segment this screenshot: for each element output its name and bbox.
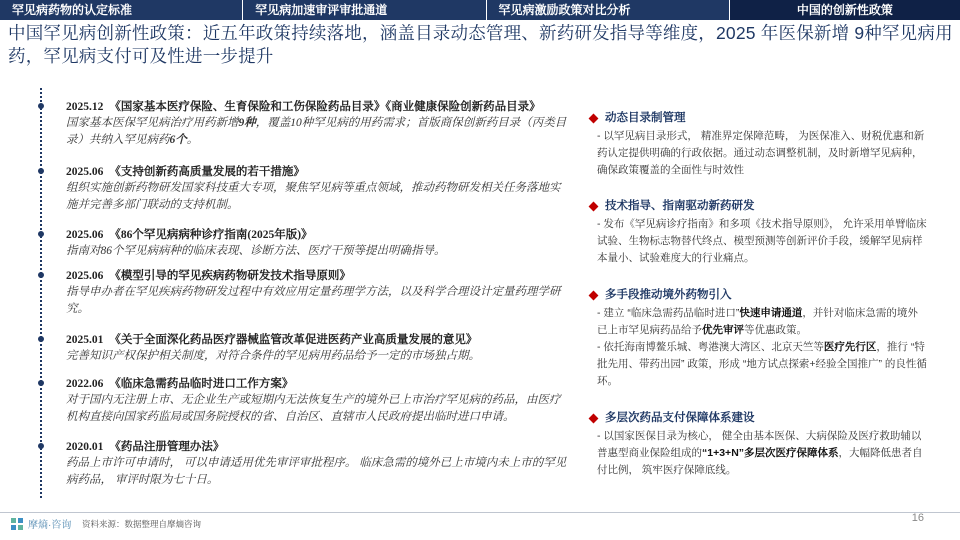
timeline-title: 《支持创新药高质量发展的若干措施》 — [109, 166, 305, 178]
timeline-date: 2022.06 — [66, 378, 104, 390]
timeline-date: 2020.01 — [66, 441, 104, 453]
timeline-dot — [38, 231, 44, 237]
red-diamond-icon — [589, 290, 599, 300]
section-body: - 以国家医保目录为核心， 健全由基本医保、大病保险及医疗救助辅以普惠型商业保险组成的“1+3+N”多层次医疗保障体系，大幅降低患者自付比例， 筑牢医疗保障底线。 — [597, 430, 923, 476]
timeline-title: 《模型引导的罕见疾病药物研发技术指导原则》 — [109, 270, 351, 282]
policy-section — [588, 110, 928, 179]
section-heading: 多手段推动境外药物引入 — [588, 287, 928, 303]
policy-section — [588, 198, 928, 267]
timeline-date: 2025.06 — [66, 229, 104, 241]
timeline-entry — [66, 333, 568, 365]
timeline-dot — [38, 103, 44, 109]
timeline-heading — [66, 269, 568, 284]
timeline-heading — [66, 228, 568, 243]
tab-china-innovative-policy[interactable]: 中国的创新性政策 — [730, 0, 960, 20]
policy-section — [588, 410, 928, 479]
timeline-date: 2025.12 — [66, 101, 104, 113]
timeline-heading — [66, 377, 568, 392]
timeline-date: 2025.06 — [66, 166, 104, 178]
timeline-title: 《关于全面深化药品医疗器械监管改革促进医药产业高质量发展的意见》 — [109, 334, 478, 346]
page-number: 16 — [911, 512, 924, 524]
tab-incentive-comparison[interactable]: 罕见病激励政策对比分析 — [487, 0, 730, 20]
timeline-heading — [66, 165, 568, 180]
timeline-entry — [66, 377, 568, 426]
timeline-heading — [66, 333, 568, 348]
policy-section — [588, 287, 928, 390]
tab-bar — [0, 0, 960, 20]
section-heading: 技术指导、指南驱动新药研发 — [588, 198, 928, 214]
timeline-axis — [40, 88, 42, 498]
timeline-dot — [38, 336, 44, 342]
timeline-entry — [66, 440, 568, 489]
red-diamond-icon — [589, 201, 599, 211]
timeline-dot — [38, 272, 44, 278]
timeline-dot — [38, 168, 44, 174]
page-title: 中国罕见病创新性政策：近五年政策持续落地，涵盖目录动态管理、新药研发指导等维度，2025 年医保新增 9种罕见病用药，罕见病支付可及性进一步提升 — [8, 23, 953, 66]
timeline-title: 《药品注册管理办法》 — [109, 441, 225, 453]
red-diamond-icon — [589, 113, 599, 123]
timeline-heading — [66, 440, 568, 455]
timeline-body: 指南对86个罕见病病种的临床表现、诊断方法、医疗干预等提出明确指导。 — [66, 245, 446, 257]
timeline-body: 指导申办者在罕见疾病药物研发过程中有效应用定量药理学方法，以及科学合理设计定量药理学研究。 — [66, 286, 561, 315]
timeline-entry — [66, 269, 568, 318]
timeline-body: 药品上市许可申请时， 可以申请适用优先审评审批程序。 临床急需的境外已上市境内未上市的罕见病药品， 审评时限为七十日。 — [66, 457, 567, 486]
timeline-body: 完善知识产权保护相关制度，对符合条件的罕见病用药品给予一定的市场独占期。 — [66, 350, 480, 362]
footer-divider — [0, 512, 960, 513]
section-body: - 依托海南博鳌乐城、粤港澳大湾区、北京天竺等医疗先行区，推行 “特批先用、带药出园” 政策，形成 “地方试点探索+经验全国推广” 的良性循环。 — [597, 341, 927, 387]
tab-accelerated-review[interactable]: 罕见病加速审评审批通道 — [243, 0, 486, 20]
timeline-title: 《86个罕见病病种诊疗指南(2025年版)》 — [109, 229, 313, 241]
timeline-heading — [66, 100, 568, 115]
logo-text: 摩熵·咨询 — [28, 520, 72, 531]
timeline-dot — [38, 380, 44, 386]
tab-rare-drug-criteria[interactable]: 罕见病药物的认定标准 — [0, 0, 243, 20]
timeline-body: 国家基本医保罕见病治疗用药新增9种，覆盖10种罕见病的用药需求；首版商保创新药目录（丙类目录）共纳入罕见病药6个。 — [66, 117, 567, 146]
timeline-title: 《临床急需药品临时进口工作方案》 — [109, 378, 294, 390]
timeline-body: 组织实施创新药物研发国家科技重大专项，聚焦罕见病等重点领域，推动药物研发相关任务落地实施并完善多部门联动的支持机制。 — [66, 182, 561, 211]
section-heading: 动态目录制管理 — [588, 110, 928, 126]
timeline-date: 2025.01 — [66, 334, 104, 346]
timeline-body: 对于国内无注册上市、无企业生产或短期内无法恢复生产的境外已上市治疗罕见病的药品，由医疗机构直接向国家药监局或国务院授权的省、自治区、直辖市人民政府提出临时进口申请。 — [66, 394, 561, 423]
timeline-dot — [38, 443, 44, 449]
moshang-logo-icon — [10, 517, 24, 531]
timeline-title: 《国家基本医疗保险、生育保险和工伤保险药品目录》《商业健康保险创新药品目录》 — [109, 101, 541, 113]
section-body: - 发布《罕见病诊疗指南》和多项《技术指导原则》， 允许采用单臂临床试验、生物标志物替代终点、模型预测等创新评价手段，缓解罕见病样本量小、试验难度大的行业痛点。 — [597, 218, 927, 264]
timeline-entry — [66, 228, 568, 260]
section-heading: 多层次药品支付保障体系建设 — [588, 410, 928, 426]
timeline-entry — [66, 165, 568, 214]
section-body: - 以罕见病目录形式， 精准界定保障范畴， 为医保准入、财税优惠和新药认定提供明确的行政依据。通过动态调整机制，及时新增罕见病种，确保政策覆盖的全面性与时效性 — [597, 130, 925, 176]
brand-logo — [10, 516, 71, 531]
section-body: - 建立 “临床急需药品临时进口”快速申请通道，并针对临床急需的境外已上市罕见病药品给予优先审评等优惠政策。 — [597, 307, 918, 336]
timeline-entry — [66, 100, 568, 149]
timeline-date: 2025.06 — [66, 270, 104, 282]
source-note: 资料来源：数据整理自摩熵咨询 — [82, 519, 202, 529]
red-diamond-icon — [589, 413, 599, 423]
